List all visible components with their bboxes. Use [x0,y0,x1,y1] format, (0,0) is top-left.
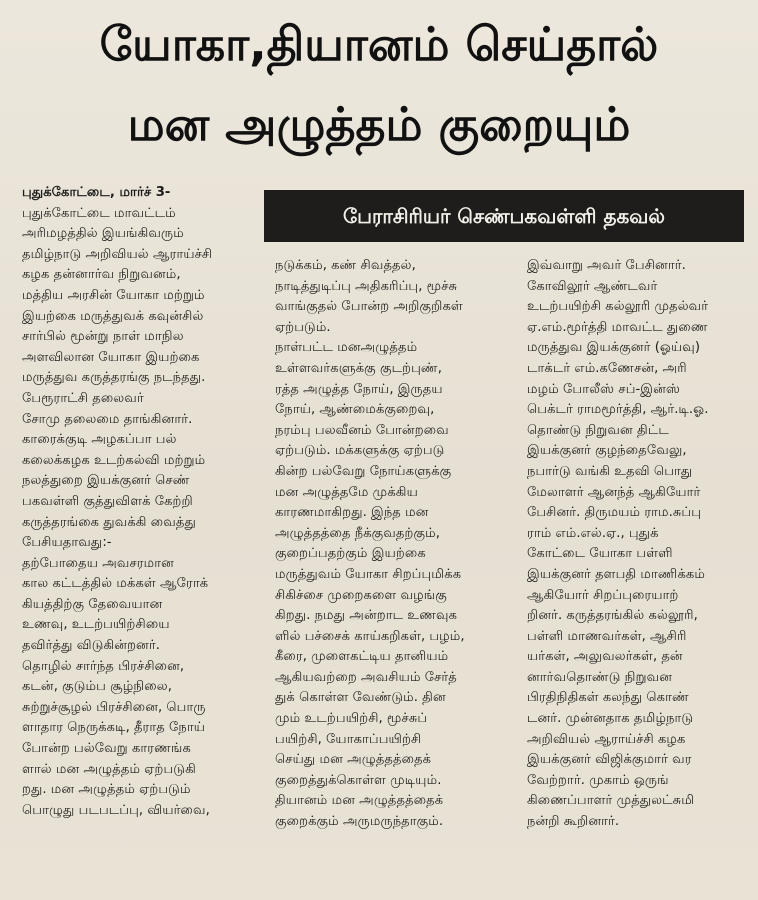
article-line: னார்வதொண்டு நிறுவன [527,669,673,685]
article-line: மருத்துவம் யோகா சிறப்புமிக்க [275,566,462,582]
article-line: மும் உடற்பயிற்சி, மூச்சுப் [275,711,428,727]
article-line: றினர். கருத்தரங்கில் கல்லூரி, [527,608,698,624]
article-line: நலத்துறை இயக்குனர் செண் [22,473,190,489]
article-line: ஆகியவற்றை அவசியம் சேர்த் [275,669,457,685]
article-line: தொண்டு நிறுவன திட்ட [527,422,669,438]
article-line: கடன், குடும்ப சூழ்நிலை, [22,679,172,695]
article-line: பிரதிநிதிகள் கலந்து கொண் [527,690,689,706]
article-line: கியத்திற்கு தேவையான [22,596,163,612]
article-line: குறைக்கும் அருமருந்தாகும். [275,814,444,830]
article-line: இயக்குனர் குழந்தைவேலு, [527,443,687,459]
article-line: வேற்றார். முகாம் ஒருங் [527,772,669,788]
article-line: மேலாளர் ஆனந்த் ஆகியோர் [527,484,701,500]
article-column-3 [527,256,743,833]
article-line: துக் கொள்ள வேண்டும். தின [275,690,446,706]
article-line: தியானம் மன அழுத்தத்தைக் [275,793,444,809]
article-line: அறிவியல் ஆராய்ச்சி கழக [527,731,686,747]
article-column-1 [22,183,248,821]
article-line: குறைப்பதற்கும் இயற்கை [275,546,426,562]
article-line: பகவள்ளி குத்துவிளக் கேற்றி [22,493,193,509]
article-line: தவிர்த்து விடுகின்றனர். [22,638,160,654]
article-line: உணவு, உடற்பயிற்சியை [22,617,170,633]
article-line: ரத்த அழுத்த நோய், இருதய [275,381,443,397]
article-line: கிணைப்பாளர் முத்துலட்சுமி [527,793,695,809]
article-line: கிறது. நமது அன்றாட உணவுக [275,608,458,624]
subheadline-banner: பேராசிரியர் செண்பகவள்ளி தகவல் [264,190,744,242]
article-line: மழம் போலீஸ் சப்-இன்ஸ் [527,381,681,397]
article-line: அரிமழத்தில் இயங்கிவரும் [22,226,184,242]
article-line: வாங்குதல் போன்ற அறிகுறிகள் [275,299,463,315]
article-line: ளாதார நெருக்கடி, தீராத நோய் [22,720,206,736]
article-line: இயற்கை மருத்துவக் கவுன்சில் [22,308,204,324]
article-line: கழக தன்னார்வ நிறுவனம், [22,267,181,283]
article-line: ஏற்படும். [275,319,331,335]
article-line: தற்போதைய அவசரமான [22,555,174,571]
article-line: புதுக்கோட்டை மாவட்டம் [22,205,176,221]
article-line: பேரூராட்சி தலைவர் [22,390,144,406]
article-line: கால கட்டத்தில் மக்கள் ஆரோக் [22,576,209,592]
article-line: புதுக்கோட்டை, மார்ச் 3- [22,185,171,200]
article-line: மருத்துவ கருத்தரங்கு நடந்தது. [22,370,206,386]
article-line: உள்ளவர்களுக்கு குடற்புண், [275,360,442,376]
article-line: பேசியதாவது:- [22,535,112,551]
article-line: காரணமாகிறது. இந்த மன [275,505,429,521]
article-line: பள்ளி மாணவர்கள், ஆசிரி [527,628,687,644]
article-line: காரைக்குடி அழகப்பா பல் [22,432,177,448]
article-line: மருத்துவ இயக்குனர் (ஓய்வு) [527,340,701,356]
article-column-2 [275,256,497,833]
article-line: தமிழ்நாடு அறிவியல் ஆராய்ச்சி [22,246,213,262]
article-line: நாடித்துடிப்பு அதிகரிப்பு, மூச்சு [275,278,458,294]
article-line: பெக்டர் ராமமூர்த்தி, ஆர்.டி.ஓ. [527,402,709,418]
article-line: கின்ற பல்வேறு நோய்களுக்கு [275,463,452,479]
article-line: கோவிலூர் ஆண்டவர் [527,278,658,294]
article-line: ஏ.எம்.மூர்த்தி மாவட்ட துணை [527,319,708,335]
article-line: ளால் மன அழுத்தம் ஏற்படுகி [22,761,196,777]
article-line: உடற்பயிற்சி கல்லூரி முதல்வர் [527,299,709,315]
article-line: டனர். முன்னதாக தமிழ்நாடு [527,711,694,727]
article-line: மன அழுத்தமே முக்கிய [275,484,418,500]
article-line: தொழில் சார்ந்த பிரச்சினை, [22,658,185,674]
article-line: சார்பில் மூன்று நாள் மாநில [22,329,184,345]
article-line: குறைத்துக்கொள்ள முடியும். [275,772,442,788]
article-line: பேசினர். திருமயம் ராம.சுப்பு [527,505,702,521]
article-line: யர்கள், அலுவலர்கள், தன் [527,649,683,665]
article-line: கலைக்கழக உடற்கல்வி மற்றும் [22,452,206,468]
article-line: நன்றி கூறினார். [527,814,620,830]
article-line: பொழுது படபடப்பு, வியர்வை, [22,802,210,818]
article-line: கோட்டை யோகா பள்ளி [527,546,673,562]
article-line: கீரை, முளைகட்டிய தானியம் [275,649,449,665]
article-line: இவ்வாறு அவர் பேசினார். [527,258,686,273]
headline-line-2: மன அழுத்தம் குறையும் [127,97,631,151]
article-line: இயக்குனர் விஜிக்குமார் வர [527,752,692,768]
article-line: பயிற்சி, யோகாப்பயிற்சி [275,731,422,747]
article-line: நோய், ஆண்மைக்குறைவு, [275,402,435,418]
article-line: சிகிச்சை முறைகளை வழங்கு [275,587,447,603]
article-line: றது. மன அழுத்தம் ஏற்படும் [22,782,191,798]
article-line: நடுக்கம், கண் சிவத்தல், [275,258,416,273]
article-line: ராம் எம்.எல்.ஏ., புதுக் [527,525,659,541]
article-line: அழுத்தத்தை நீக்குவதற்கும், [275,525,440,541]
article-line: சுற்றுச்சூழல் பிரச்சினை, பொரு [22,699,206,715]
article-line: இயக்குனர் தளபதி மாணிக்கம் [527,566,705,582]
article-line: போன்ற பல்வேறு காரணங்க [22,741,191,757]
article-line: ஏற்படும். மக்களுக்கு ஏற்படு [275,443,445,459]
article-line: நாள்பட்ட மனஅழுத்தம் [275,340,418,356]
headline-line-1: யோகா,தியானம் செய்தால் [99,17,659,71]
article-line: நபார்டு வங்கி உதவி பொது [527,463,693,479]
article-line: செய்து மன அழுத்தத்தைக் [275,752,432,768]
article-line: மத்திய அரசின் யோகா மற்றும் [22,287,205,303]
article-line: சோமு தலைமை தாங்கினார். [22,411,193,427]
article-line: நரம்பு பலவீனம் போன்றவை [275,422,449,438]
article-line: கருத்தரங்கை துவக்கி வைத்து [22,514,196,530]
article-line: டாக்டர் எம்.கணேசன், அரி [527,360,687,376]
article-line: ஆகியோர் சிறப்புரையாற் [527,587,679,603]
article-line: ளில் பச்சைக் காய்கறிகள், பழம், [275,628,465,644]
article-line: அளவிலான யோகா இயற்கை [22,349,200,365]
